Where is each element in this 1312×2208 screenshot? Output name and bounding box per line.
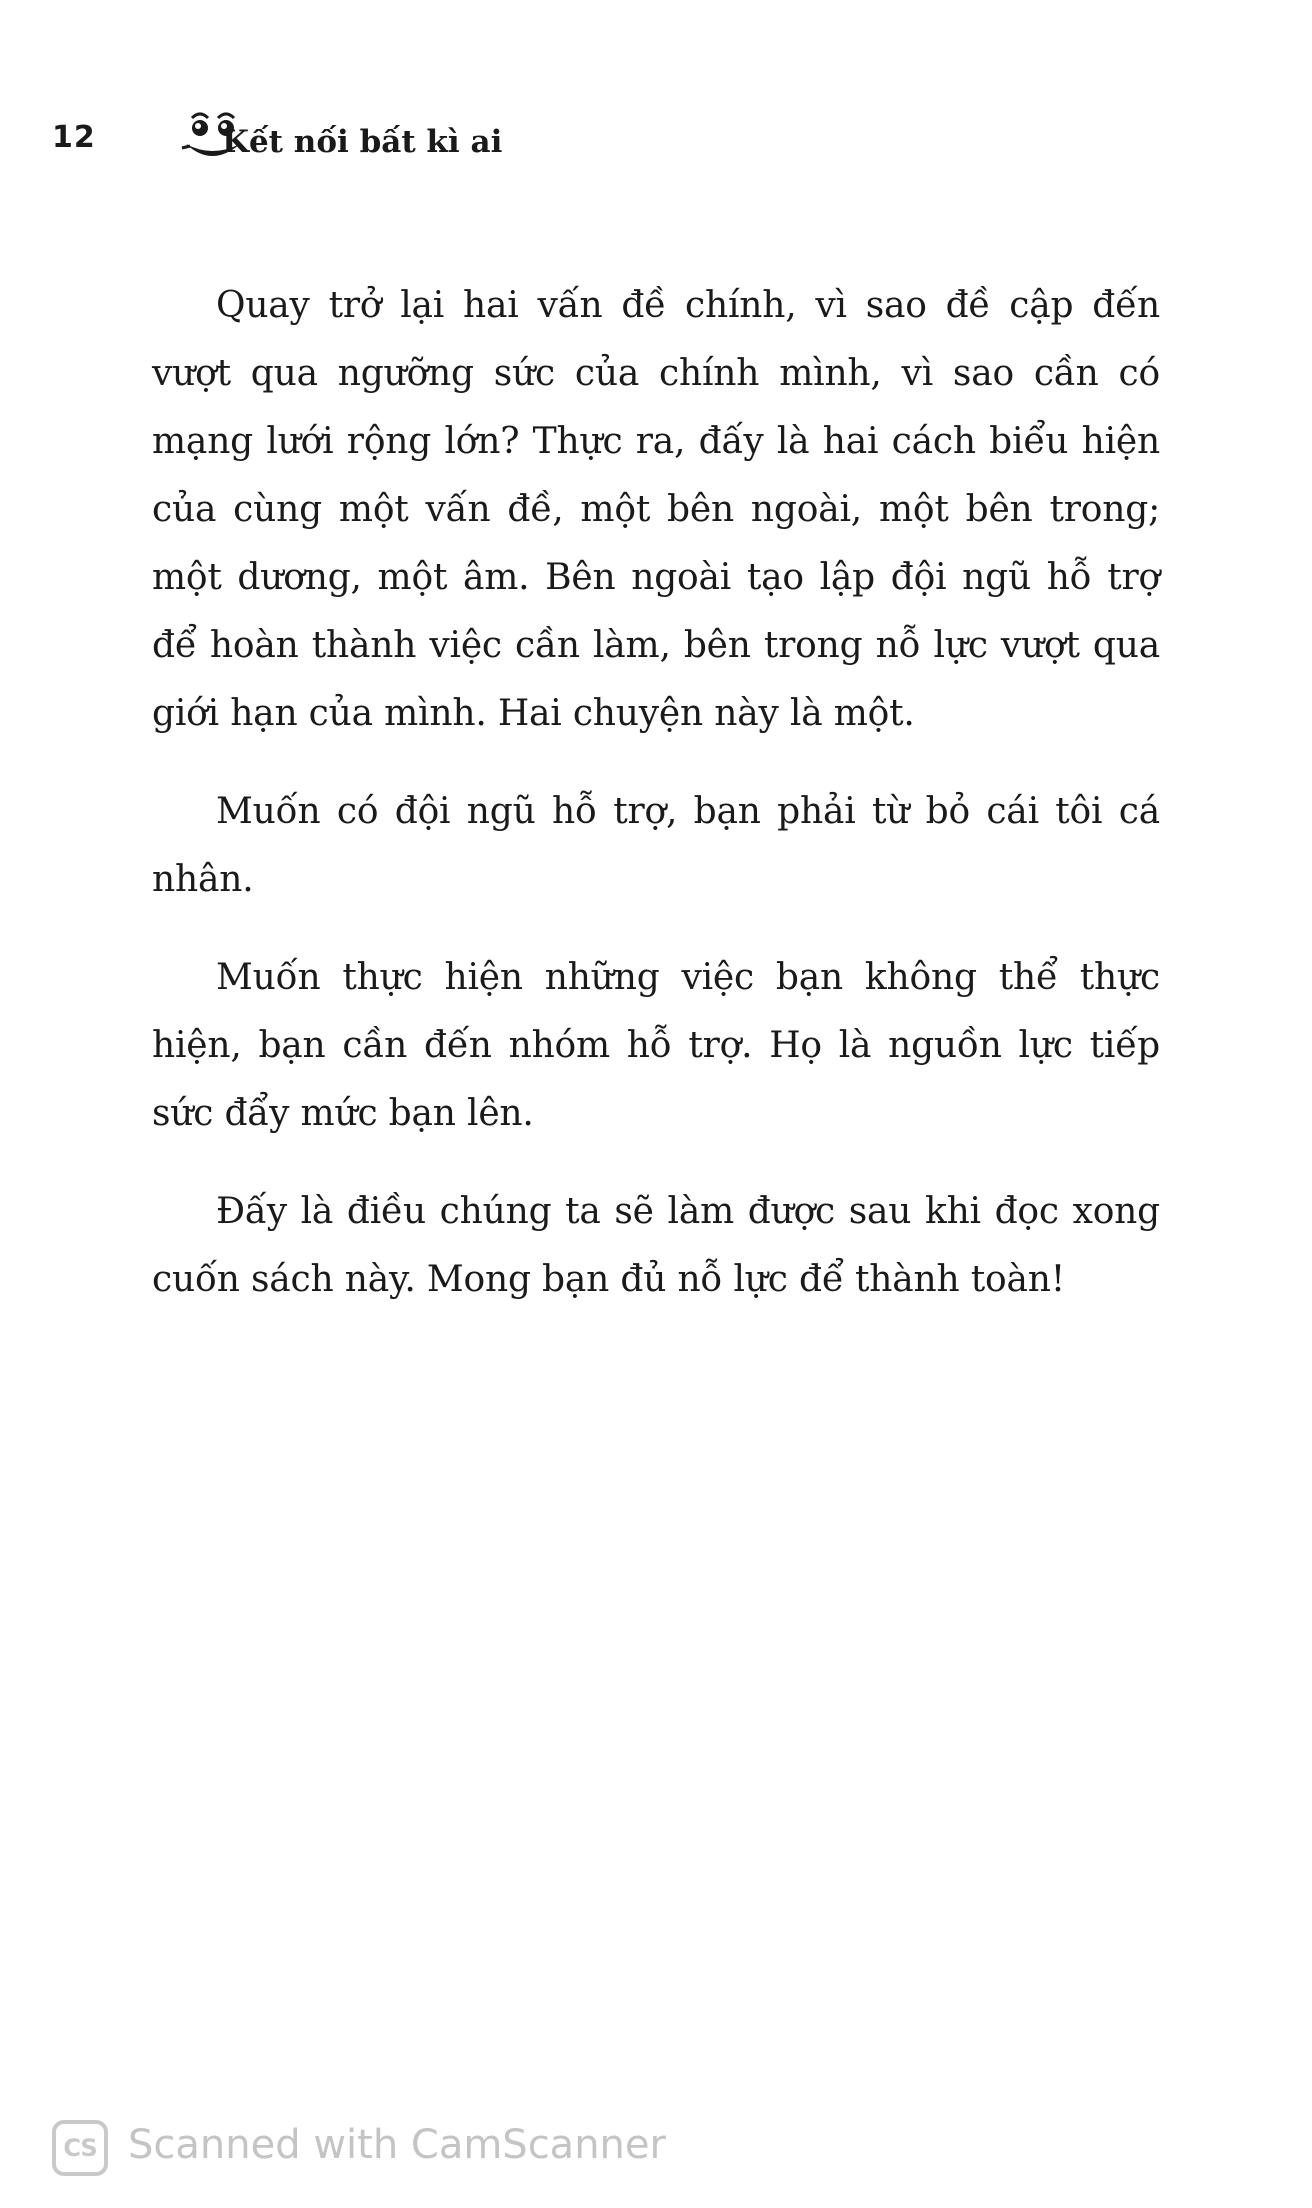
camscanner-watermark [52,2118,752,2182]
paragraph-1: Quay trở lại hai vấn đề chính, vì sao đề cập đến vượt qua ngưỡng sức của chính mình, vì sao cần có mạng lưới rộng lớn? Thực ra, đấy là hai cách biểu hiện của cùng một vấn đề, một bên ngoài, một bên trong; một dương, một âm. Bên ngoài tạo lập đội ngũ hỗ trợ để hoàn thành việc cần làm, bên trong nỗ lực vượt qua giới hạn của mình. Hai chuyện này là một. [152,285,1160,734]
book-title: Kết nối bất kì ai [222,124,503,160]
camscanner-logo-icon: CS [52,2120,108,2176]
body-text [152,272,1160,1314]
page-header [52,108,1252,188]
page-number: 12 [52,120,96,155]
paragraph-2: Muốn có đội ngũ hỗ trợ, bạn phải từ bỏ cái tôi cá nhân. [152,791,1160,900]
watermark-text: Scanned with CamScanner [128,2122,666,2168]
paragraph-3: Muốn thực hiện những việc bạn không thể thực hiện, bạn cần đến nhóm hỗ trợ. Họ là nguồn lực tiếp sức đẩy mức bạn lên. [152,957,1160,1134]
paragraph-4: Đấy là điều chúng ta sẽ làm được sau khi đọc xong cuốn sách này. Mong bạn đủ nỗ lực để thành toàn! [152,1191,1160,1300]
